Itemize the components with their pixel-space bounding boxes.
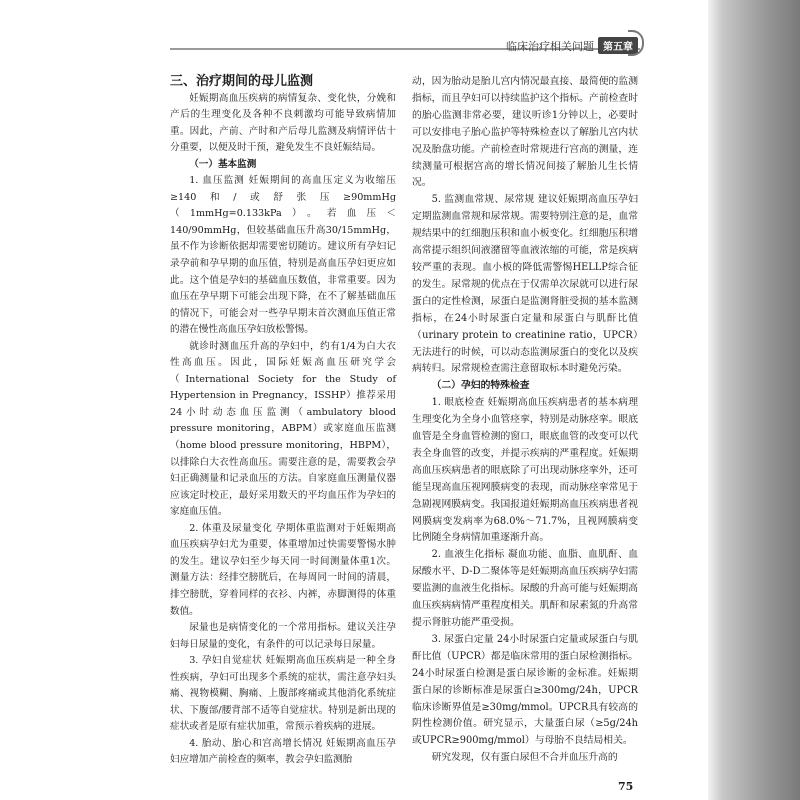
paragraph: 2. 体重及尿量变化 孕期体重监测对于妊娠期高血压疾病孕妇尤为重要，体重增加过快需要警惕水肿的发生。建议孕妇至少每天同一时间测量体重1次。测量方法：经排空膀胱后，在每周同一时间的清晨，排空膀胱，穿着同样的衣衫、内裤，赤脚测得的体重数值。 <box>170 522 396 617</box>
paragraph: 1. 眼底检查 妊娠期高血压疾病患者的基本病理生理变化为全身小血管痉挛，特别是动脉痉挛。眼底血管是全身血管检测的窗口，眼底血管的改变可以代表全身血管的改变，并提示疾病的严重程度。妊娠期高血压疾病患者的眼底除了可出现动脉痉挛外，还可能呈现高血压视网膜病变的表现，而动脉痉挛常见于急剧视网膜病变。我国报道妊娠期高血压疾病患者视网膜病变发病率为68.0%～71.7%，且视网膜病变比例随全身病情加重逐渐升高。 <box>412 397 638 544</box>
paragraph: 3. 孕妇自觉症状 妊娠期高血压疾病是一种全身性疾病，孕妇可出现多个系统的症状，需注意孕妇头痛、视物模糊、胸痛、上腹部疼痛或其他消化系统症状、下腹部/腰背部不适等自觉症状。特别是新出现的症状或者是原有症状加重，常预示着疾病的进展。 <box>170 655 396 733</box>
paragraph: 动，因为胎动是胎儿宫内情况最直接、最简便的监测指标，而且孕妇可以持续监护这个指标。产前检查时的胎心监测非常必要，建议听诊1分钟以上，必要时可以安排电子胎心监护等特殊检查以了解胎儿宫内状况及胎盘功能。产前检查时常规进行宫高的测量，连续测量可根据宫高的增长情况间接了解胎儿生长情况。 <box>412 76 638 189</box>
paragraph: 5. 监测血常规、尿常规 建议妊娠期高血压孕妇定期监测血常规和尿常规。需要特别注意的是，血常规结果中的红细胞压积和血小板变化。红细胞压积增高常提示组织间液潴留等血液浓缩的可能，常是疾病较严重的表现。血小板的降低需警惕HELLP综合征的发生。尿常规的优点在于仅需单次尿就可以进行尿蛋白的定性检测，尿蛋白是监测肾脏受损的基本监测指标，在24小时尿蛋白定量和尿蛋白与肌酐比值（urinary protein to creatinine ratio，UPCR）无法进行的时候，可以动态监测尿蛋白的变化以及疾病转归。尿常规检查需注意留取标本时避免污染。 <box>412 194 638 375</box>
chapter-badge: 第五章 <box>598 37 638 54</box>
paragraph: 尿量也是病情变化的一个常用指标。建议关注孕妇每日尿量的变化，有条件的可以记录每日尿量。 <box>170 622 396 650</box>
paragraph: 4. 胎动、胎心和宫高增长情况 妊娠期高血压孕妇应增加产前检查的频率，教会孕妇监测胎 <box>170 737 396 766</box>
page-number: 75 <box>618 780 634 793</box>
paragraph: 3. 尿蛋白定量 24小时尿蛋白定量或尿蛋白与肌酐比值（UPCR）都是临床常用的蛋白尿检测指标。24小时尿蛋白检测是蛋白尿诊断的金标准。妊娠期蛋白尿的诊断标准是尿蛋白≥300mg/24h，UPCR临床诊断界值是≥30mg/mmol。UPCR具有较高的阴性检测价值。研究显示，大量蛋白尿（≥5g/24h或UPCR≥900mg/mmol）与母胎不良结局相关。 <box>412 633 638 747</box>
section-title: 三、治疗期间的母儿监测 <box>170 74 314 89</box>
paragraph: 1. 血压监测 妊娠期间的高血压定义为收缩压≥140和/或舒张压≥90mmHg（1mmHg=0.133kPa）。若血压＜140/90mmHg，但较基础血压升高30/15mmHg，虽不作为诊断依据却需要密切随访。建议所有孕妇记录孕前和孕早期的血压值，特别是高血压孕妇更应如此。这个值是孕妇的基础血压数值，非常重要。因为血压在孕早期下可能会出现下降，在不了解基础血压的情况下，可能会对一些孕早期末首次测血压值正常的潜在慢性高血压孕妇放松警惕。 <box>170 175 396 336</box>
paragraph: 就诊时测血压升高的孕妇中，约有1/4为白大衣性高血压。因此，国际妊娠高血压研究学会（International Society for the Study of Hypertension in Pregnancy，ISSHP）推荐采用24小时动态血压监测（ambulatory blood pressure monitoring，ABPM）或家庭血压监测（home blood pressure monitoring，HBPM），以排除白大衣性高血压。需要注意的是，需要教会孕妇正确测量和记录血压的方法。自家庭血压测量仪器应该定时校正，最好采用数天的平均血压作为孕妇的家庭血压值。 <box>170 340 396 518</box>
running-title: 临床治疗相关问题 <box>506 39 594 53</box>
paragraph: 研究发现，仅有蛋白尿但不合并血压升高的 <box>431 752 618 764</box>
right-column <box>412 74 638 767</box>
left-column <box>170 74 396 769</box>
paragraph: 妊娠期高血压疾病的病情复杂、变化快，分娩和产后的生理变化及各种不良刺激均可能导致病情加重。因此，产前、产时和产后母儿监测及病情评估十分重要，以便及时干预，避免发生不良妊娠结局。 <box>170 92 396 154</box>
subheading-special-exams: （二）孕妇的特殊检查 <box>431 380 530 392</box>
paragraph: 2. 血液生化指标 凝血功能、血脂、血肌酐、血尿酸水平、D-D二聚体等是妊娠期高血压疾病孕妇需要监测的血液生化指标。尿酸的升高可能与妊娠期高血压疾病病情严重程度相关。肌酐和尿素氮的升高常提示肾脏功能严重受损。 <box>412 549 638 628</box>
page-edge-shadow <box>708 0 800 800</box>
running-head <box>506 37 638 54</box>
header-ornament <box>628 30 644 56</box>
subheading-basic-monitoring: （一）基本监测 <box>189 158 257 170</box>
